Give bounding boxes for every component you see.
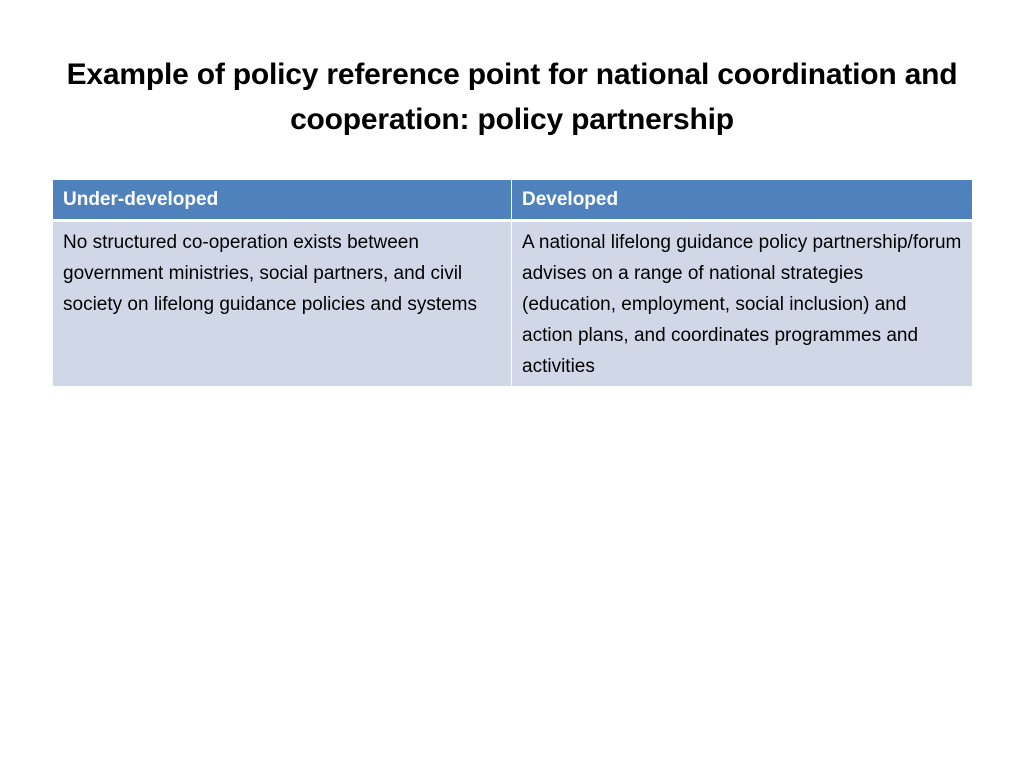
cell-under-developed: No structured co-operation exists between government ministries, social partners, and civil society on lifelong guidance policies and systems <box>53 221 512 387</box>
slide-title: Example of policy reference point for national coordination and cooperation: policy partnership <box>66 58 958 136</box>
cell-developed: A national lifelong guidance policy partnership/forum advises on a range of national strategies (education, employment, social inclusion) and action plans, and coordinates programmes and activities <box>512 221 973 387</box>
table-header-row <box>53 180 973 221</box>
policy-table <box>52 179 973 387</box>
table-header <box>53 180 973 221</box>
header-under-developed: Under-developed <box>53 180 512 221</box>
table-body <box>53 221 973 387</box>
header-developed: Developed <box>512 180 973 221</box>
table-row <box>53 221 973 387</box>
